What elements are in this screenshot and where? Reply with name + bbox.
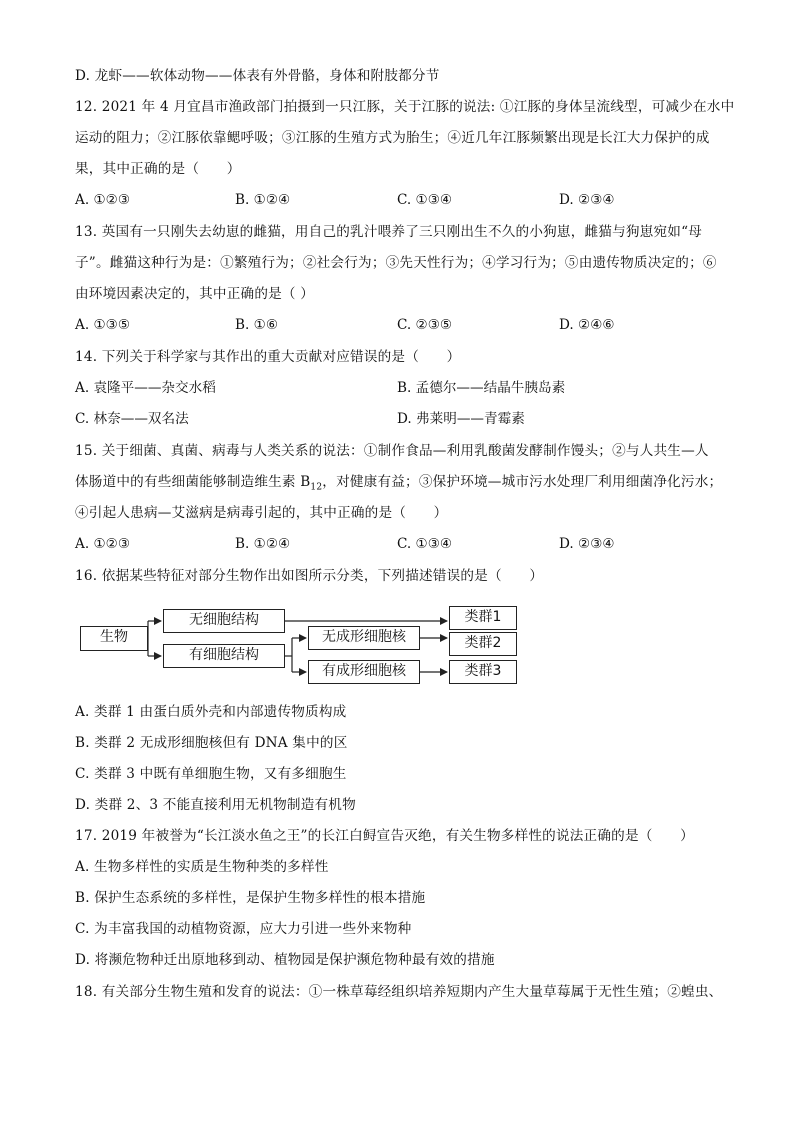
q15-text-part1: 体肠道中的有些细菌能够制造维生素 B	[75, 474, 311, 490]
q15-option-a[interactable]: A. ①②③	[75, 536, 131, 552]
q17-option-c[interactable]: C. 为丰富我国的动植物资源，应大力引进一些外来物种	[75, 921, 412, 937]
q13-option-a[interactable]: A. ①③⑤	[75, 317, 131, 333]
q17-stem: 17. 2019 年被誉为“长江淡水鱼之王”的长江白鲟宣告灭绝，有关生物多样性的说法正确的是（ ）	[75, 828, 694, 844]
q12-stem-line1: 12. 2021 年 4 月宜昌市渔政部门拍摄到一只江豚，关于江豚的说法: ①江豚的身体呈流线型，可减少在水中	[75, 99, 735, 115]
q15-stem-line2	[75, 472, 735, 492]
q16-option-a[interactable]: A. 类群 1 由蛋白质外壳和内部遗传物质构成	[75, 704, 347, 720]
q12-stem-line3: 果，其中正确的是（ ）	[75, 161, 241, 177]
q12-option-a[interactable]: A. ①②③	[75, 192, 131, 208]
node-has-cell-structure: 有细胞结构	[163, 644, 285, 668]
q16-option-c[interactable]: C. 类群 3 中既有单细胞生物，又有多细胞生	[75, 766, 347, 782]
q13-options	[75, 315, 735, 335]
q15-subscript: 12	[310, 482, 323, 493]
q12-option-c[interactable]: C. ①③④	[397, 192, 453, 208]
node-group-3: 类群3	[449, 660, 517, 684]
q14-options-row1	[75, 378, 735, 398]
q13-option-b[interactable]: B. ①⑥	[235, 317, 279, 333]
node-no-cell-structure: 无细胞结构	[163, 609, 285, 633]
q12-stem-line2: 运动的阻力；②江豚依靠鳃呼吸；③江豚的生殖方式为胎生；④近几年江豚频繁出现是长江大力保护的成	[75, 130, 710, 146]
q17-option-d[interactable]: D. 将濒危物种迁出原地移到动、植物园是保护濒危物种最有效的措施	[75, 952, 495, 968]
q17-option-b[interactable]: B. 保护生态系统的多样性，是保护生物多样性的根本措施	[75, 890, 426, 906]
node-no-nucleus: 无成形细胞核	[308, 626, 420, 650]
q15-text-part2: ，对健康有益；③保护环境—城市污水处理厂利用细菌净化污水；	[322, 474, 723, 490]
q14-option-c[interactable]: C. 林奈——双名法	[75, 411, 189, 427]
q13-stem-line3: 由环境因素决定的，其中正确的是（ ）	[75, 286, 315, 302]
q14-option-b[interactable]: B. 孟德尔——结晶牛胰岛素	[397, 380, 566, 396]
q13-stem-line1: 13. 英国有一只刚失去幼崽的雌猫，用自己的乳汁喂养了三只刚出生不久的小狗崽，雌猫与狗崽宛如“母	[75, 224, 703, 240]
q12-option-b[interactable]: B. ①②④	[235, 192, 291, 208]
q13-stem-line2: 子”。雌猫这种行为是：①繁殖行为；②社会行为；③先天性行为；④学习行为；⑤由遗传物质决定的；⑥	[75, 255, 717, 271]
q13-option-c[interactable]: C. ②③⑤	[397, 317, 453, 333]
q15-option-c[interactable]: C. ①③④	[397, 536, 453, 552]
q18-stem-line1: 18. 有关部分生物生殖和发育的说法：①一株草莓经组织培养短期内产生大量草莓属于无性生殖；②蝗虫、	[75, 984, 723, 1000]
q14-stem: 14. 下列关于科学家与其作出的重大贡献对应错误的是（ ）	[75, 349, 461, 365]
q14-option-a[interactable]: A. 袁隆平——杂交水稻	[75, 380, 216, 396]
q13-option-d[interactable]: D. ②④⑥	[559, 317, 615, 333]
node-has-nucleus: 有成形细胞核	[308, 660, 420, 684]
node-organism: 生物	[80, 626, 148, 651]
q12-option-d[interactable]: D. ②③④	[559, 192, 615, 208]
q15-option-b[interactable]: B. ①②④	[235, 536, 291, 552]
classification-diagram	[78, 604, 520, 686]
q15-stem-line3: ④引起人患病—艾滋病是病毒引起的，其中正确的是（ ）	[75, 505, 448, 521]
q16-option-d[interactable]: D. 类群 2、3 不能直接利用无机物制造有机物	[75, 797, 356, 813]
q15-option-d[interactable]: D. ②③④	[559, 536, 615, 552]
q16-option-b[interactable]: B. 类群 2 无成形细胞核但有 DNA 集中的区	[75, 735, 348, 751]
q16-stem: 16. 依据某些特征对部分生物作出如图所示分类，下列描述错误的是（ ）	[75, 568, 544, 584]
q15-options	[75, 534, 735, 554]
q14-options-row2	[75, 409, 735, 429]
q17-option-a[interactable]: A. 生物多样性的实质是生物种类的多样性	[75, 859, 329, 875]
q11-option-d: D. 龙虾——软体动物——体表有外骨骼，身体和附肢都分节	[75, 68, 440, 84]
node-group-1: 类群1	[449, 606, 517, 630]
node-group-2: 类群2	[449, 632, 517, 656]
q12-options	[75, 190, 735, 210]
q15-stem-line1: 15. 关于细菌、真菌、病毒与人类关系的说法：①制作食品—利用乳酸菌发酵制作馒头；②与人共生—人	[75, 443, 709, 459]
q14-option-d[interactable]: D. 弗莱明——青霉素	[397, 411, 525, 427]
